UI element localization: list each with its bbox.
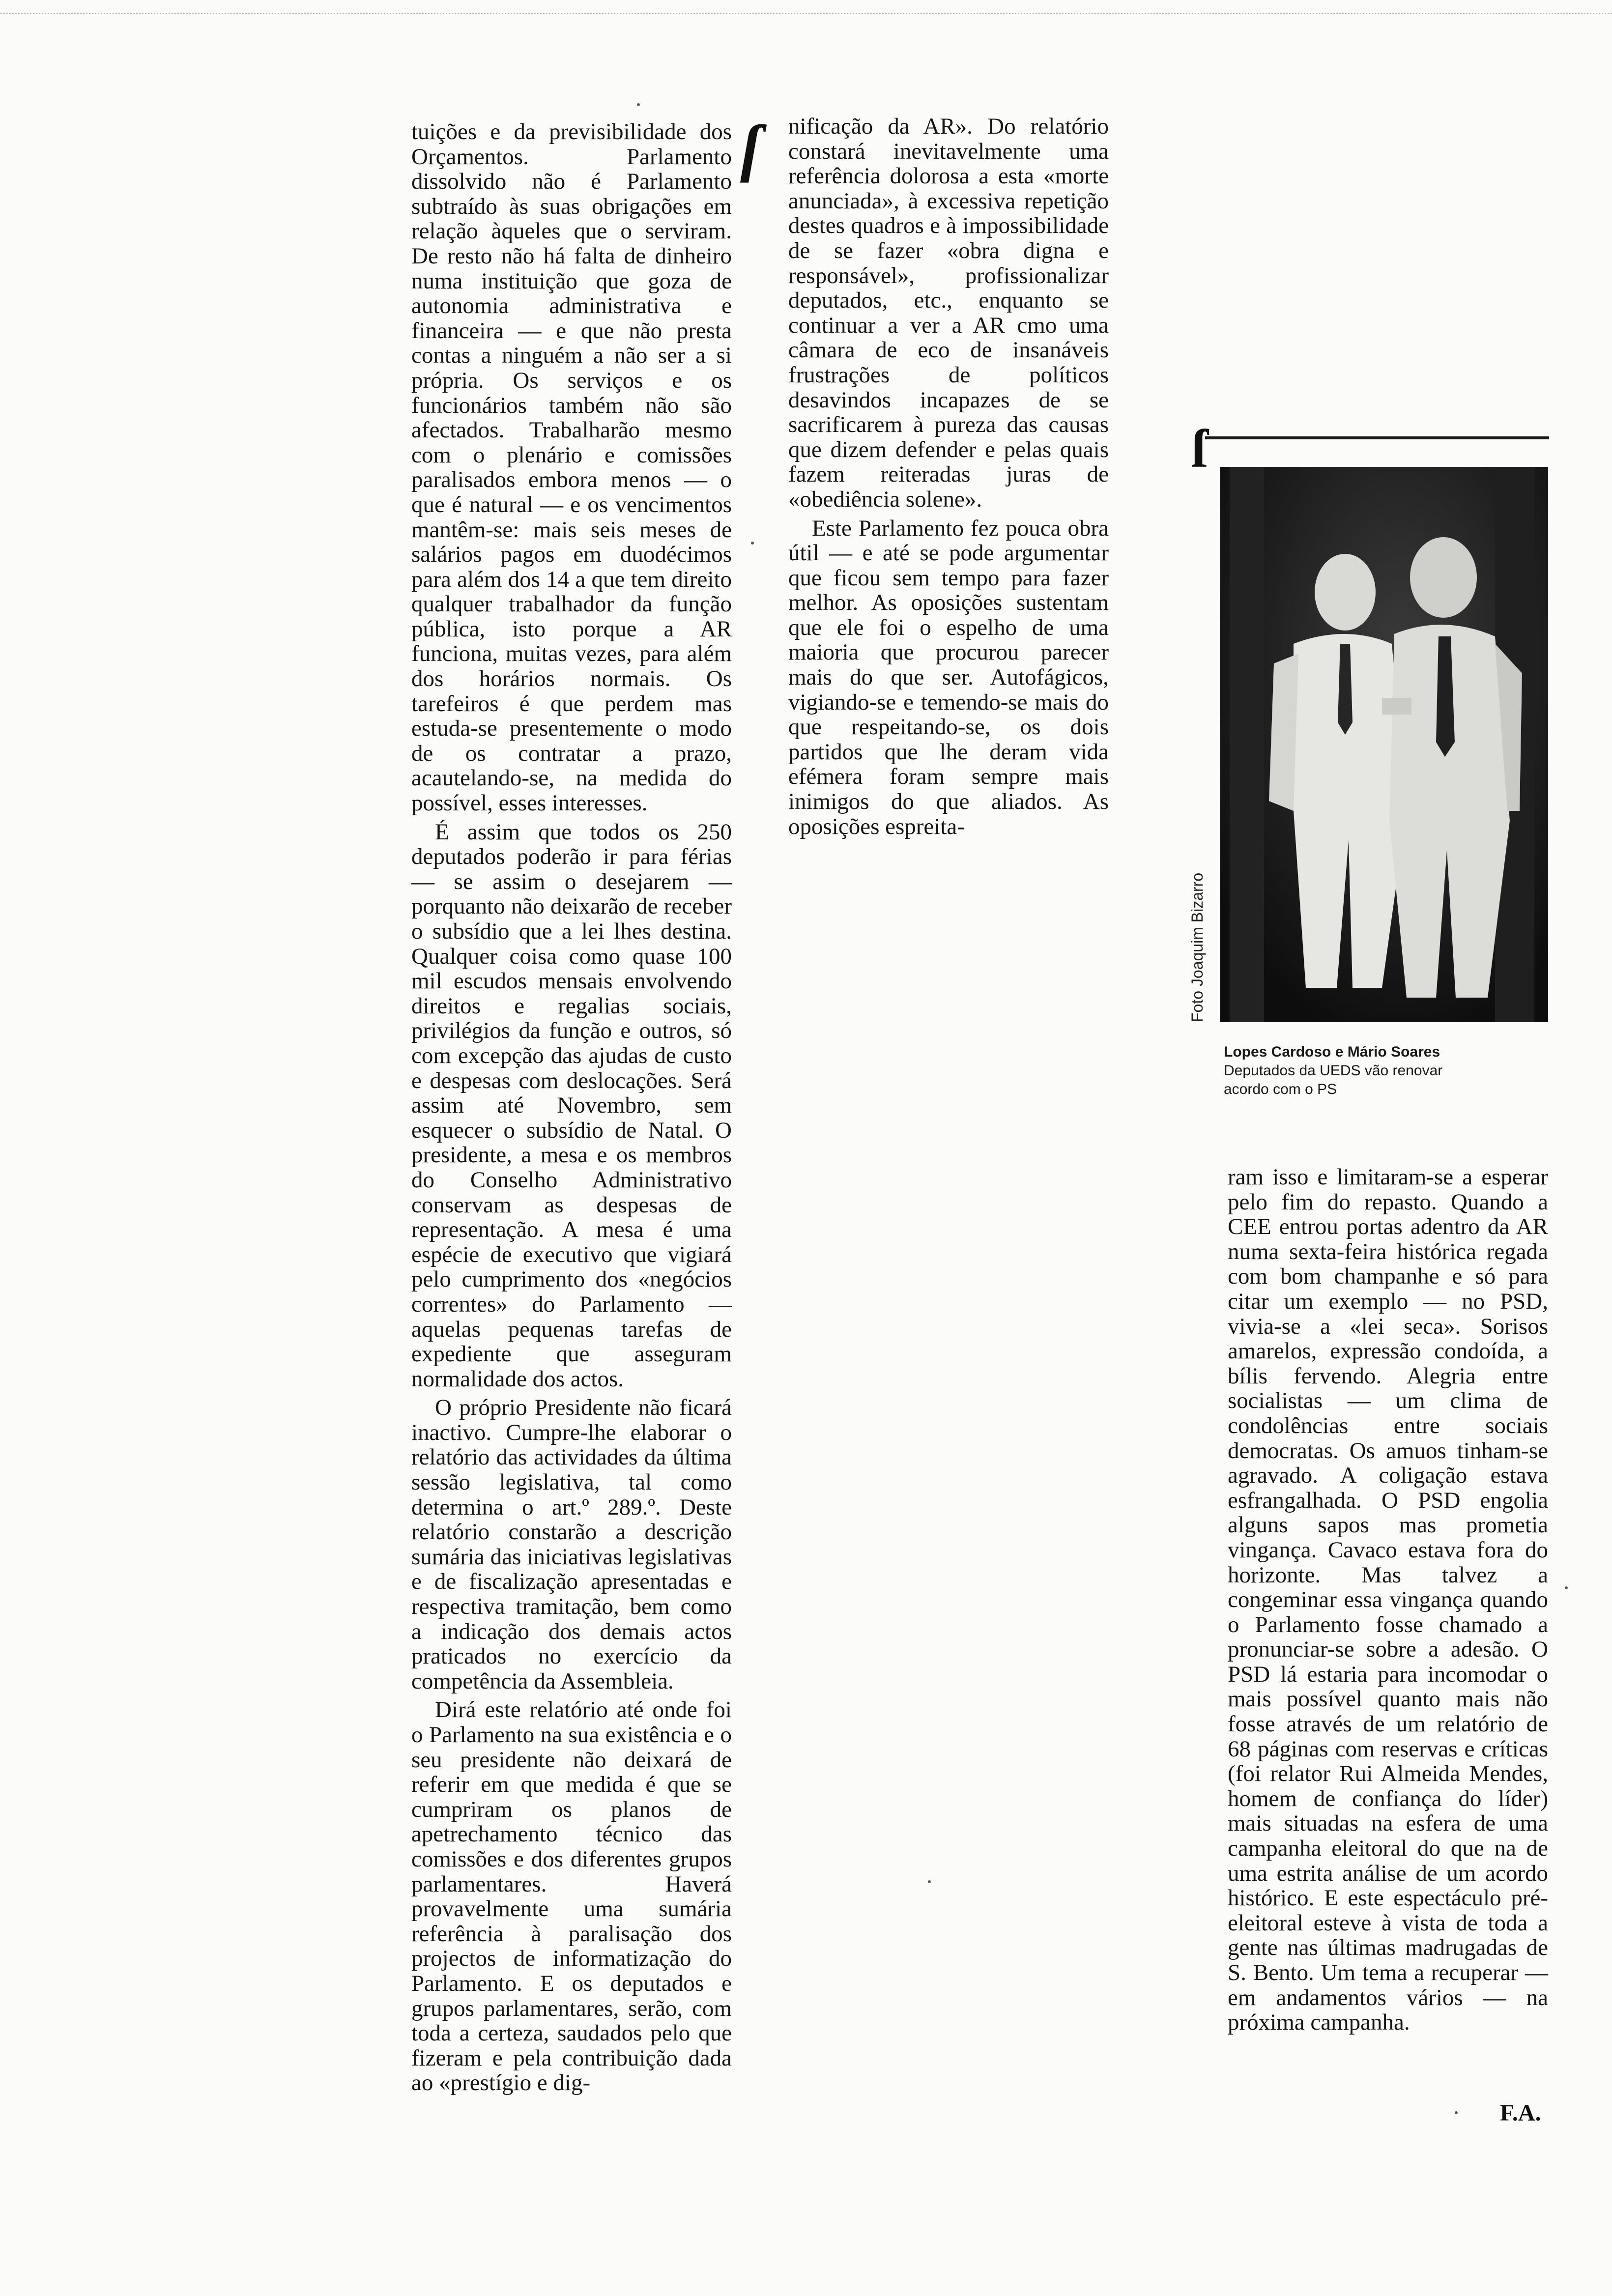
column-1-paragraph-1: tuições e da previsibilidade dos Orçamentos. Parlamento dissolvido não é Parlamento subtraído às suas obrigações em relação àqueles que o serviram. De resto não há falta de dinheiro numa instituição que goza de autonomia administrativa e financeira — e que não presta contas a ninguém a não ser a si própria. Os serviços e os funcionários também não são afectados. Trabalharão mesmo com o plenário e comissões paralisados embora menos — o que é natural — e os vencimentos mantêm-se: mais seis meses de salários pagos em duodécimos para além dos 14 a que tem direito qualquer trabalhador da função pública, isto porque a AR funciona, muitas vezes, para além dos horários normais. Os tarefeiros é que perdem mas estuda-se presentemente o modo de os contratar a prazo, acautelando-se, na medida do possível, esses interesses. (411, 119, 732, 816)
photo-top-rule (1205, 436, 1549, 439)
photo-credit: Foto Joaquim Bizarro (1188, 872, 1206, 1022)
column-1-paragraph-2: É assim que todos os 250 deputados poderão ir para férias — se assim o desejarem — porquanto não deixarão de receber o subsídio que a lei lhes destina. Qualquer coisa como quase 100 mil escudos mensais envolvendo direitos e regalias sociais, privilégios da função e outros, só com excepção das ajudas de custo e despesas com deslocações. Será assim até Novembro, sem esquecer o subsídio de Natal. O presidente, a mesa e os membros do Conselho Administrativo conservam as despesas de representação. A mesa é uma espécie de executivo que vigiará pelo cumprimento dos «negócios correntes» do Parlamento — aquelas pequenas tarefas de expediente que asseguram normalidade dos actos. (411, 819, 732, 1392)
print-speck (1455, 2111, 1458, 2114)
article-column-2 (788, 114, 1109, 839)
left-man-head (1315, 554, 1376, 631)
right-man-head (1410, 537, 1477, 618)
column-2-paragraph-1: nificação da AR». Do relatório constará inevitavelmente uma referência dolorosa a esta «morte anunciada», à excessiva repetição destes quadros e à impossibilidade de se fazer «obra digna e responsável», profissionalizar deputados, etc., enquanto se continuar a ver a AR cmo uma câmara de eco de insanáveis frustrações de políticos desavindos incapazes de se sacrificarem à pureza das causas que dizem defender e pelas quais fazem reiteradas juras de «obediência solene». (788, 114, 1109, 512)
top-edge-rule (0, 13, 1612, 14)
print-speck (637, 103, 640, 106)
photo-caption (1224, 1043, 1489, 1099)
print-speck (1565, 1586, 1568, 1589)
photo-corner-mark: ſ (1192, 419, 1207, 479)
print-speck (928, 1880, 931, 1883)
author-signature: F.A. (1500, 2100, 1541, 2126)
column-1-paragraph-3: O próprio Presidente não ficará inactivo. Cumpre-lhe elaborar o relatório das actividades da última sessão legislativa, tal como determina o art.º 289.º. Deste relatório constarão a descrição sumária das iniciativas legislativas e de fiscalização apresentadas e respectiva tramitação, bem como a indicação dos demais actos praticados no exercício da competência da Assembleia. (411, 1395, 732, 1694)
news-photo (1220, 467, 1548, 1022)
column-1-paragraph-4: Dirá este relatório até onde foi o Parlamento na sua existência e o seu presidente não deixará de referir em que medida é que se cumpriram os planos de apetrechamento técnico das comissões e dos diferentes grupos parlamentares. Haverá provavelmente uma sumária referência à paralisação dos projectos de informatização do Parlamento. E os deputados e grupos parlamentares, serão, com toda a certeza, saudados pelo que fizeram e pela contribuição dada ao «prestígio e dig- (411, 1697, 732, 2096)
column-divider-mark: ſ (740, 113, 762, 183)
column-3-paragraph-1: ram isso e limitaram-se a esperar pelo fim do repasto. Quando a CEE entrou portas adentro da AR numa sexta-feira histórica regada com bom champanhe e só para citar um exemplo — no PSD, vivia-se a «lei seca». Sorisos amarelos, expressão condoída, a bílis fervendo. Alegria entre socialistas — um clima de condolências entre sociais democratas. Os amuos tinham-se agravado. A coligação estava esfrangalhada. O PSD engolia alguns sapos mas prometia vingança. Cavaco estava fora do horizonte. Mas talvez a congeminar essa vingança quando o Parlamento fosse chamado a pronunciar-se sobre a adesão. O PSD lá estaria para incomodar o mais possível quanto mais não fosse através de um relatório de 68 páginas com reservas e críticas (foi relator Rui Almeida Mendes, homem de confiança do líder) mais situadas na esfera de uma campanha eleitoral do que na de uma estrita análise de um acordo histórico. E este espectáculo pré-eleitoral esteve à vista de toda a gente nas últimas madrugadas de S. Bento. Um tema a recuperar — em andamentos vários — na próxima campanha. (1228, 1164, 1548, 2036)
caption-names: Lopes Cardoso e Mário Soares (1224, 1044, 1440, 1060)
photo-two-men-walking (1220, 467, 1548, 1022)
column-2-paragraph-2: Este Parlamento fez pouca obra útil — e até se pode argumentar que ficou sem tempo para fazer melhor. As oposições sustentam que ele foi o espelho de uma maioria que procurou parecer mais do que ser. Autofágicos, vigiando-se e temendo-se mais do que respeitando-se, os dois partidos que lhe deram vida efémera foram sempre mais inimigos do que aliados. As oposições espreita- (788, 515, 1109, 839)
article-column-3 (1228, 1165, 1548, 2035)
article-column-1 (411, 119, 732, 2095)
print-speck (751, 542, 754, 545)
caption-text: Deputados da UEDS vão renovar acordo com o PS (1224, 1062, 1443, 1097)
